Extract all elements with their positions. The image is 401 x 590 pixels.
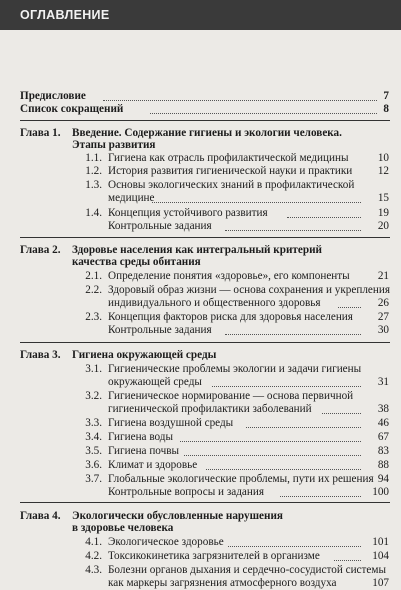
leader-dots <box>228 546 361 547</box>
front-entry-label: Предисловие <box>20 90 86 102</box>
section-title: Контрольные задания <box>108 324 212 336</box>
leader-dots <box>150 113 377 114</box>
section-title-cont: медицине <box>108 192 155 204</box>
section-number: 2.3. <box>85 311 102 323</box>
section-number: 4.1. <box>85 536 102 548</box>
section-title: Здоровый образ жизни — основа сохранения и укрепления <box>108 284 390 296</box>
chapter-number: Глава 1. <box>20 127 61 139</box>
page-number: 30 <box>377 324 389 336</box>
section-divider <box>20 502 390 503</box>
section-number: 1.3. <box>85 179 102 191</box>
section-title: Токсикокинетика загрязнителей в организме <box>108 550 320 562</box>
section-title: Глобальные экологические проблемы, пути их решения <box>108 473 374 485</box>
section-number: 3.5. <box>85 445 102 457</box>
leader-dots <box>225 334 361 335</box>
page-number: 15 <box>377 192 389 204</box>
chapter-number: Глава 2. <box>20 244 61 256</box>
section-divider <box>20 342 390 343</box>
page-number: 67 <box>377 431 389 443</box>
leader-dots <box>225 230 361 231</box>
leader-dots <box>212 386 361 387</box>
section-number: 2.2. <box>85 284 102 296</box>
chapter-title-line: Здоровье населения как интегральный критерий <box>72 244 322 256</box>
section-title: Гигиена почвы <box>108 445 180 457</box>
page-title: ОГЛАВЛЕНИЕ <box>20 8 110 22</box>
section-number: 1.2. <box>85 165 102 177</box>
section-title: Контрольные вопросы и задания <box>108 486 264 498</box>
section-title-cont: индивидуального и общественного здоровья <box>108 297 321 309</box>
section-divider <box>20 120 390 121</box>
section-number: 4.2. <box>85 550 102 562</box>
page-number: 26 <box>377 297 389 309</box>
leader-dots <box>184 455 361 456</box>
chapter-title-line: Экологически обусловленные нарушения <box>72 510 283 522</box>
header-bar <box>0 0 401 30</box>
page-number: 101 <box>372 536 389 548</box>
chapter-number: Глава 4. <box>20 510 61 522</box>
chapter-title-line: в здоровье человека <box>72 522 174 534</box>
leader-dots <box>334 560 361 561</box>
section-divider <box>20 237 390 238</box>
section-number: 3.1. <box>85 363 102 375</box>
leader-dots <box>103 100 377 101</box>
page-number: 83 <box>377 445 389 457</box>
page-number: 27 <box>377 311 389 323</box>
page-number: 94 <box>377 473 389 485</box>
section-title: Гигиенические проблемы экологии и задачи гигиены <box>108 363 362 375</box>
section-title: Экологическое здоровье <box>108 536 224 548</box>
leader-dots <box>180 441 361 442</box>
section-title: Определение понятия «здоровье», его компоненты <box>108 270 350 282</box>
section-number: 3.2. <box>85 390 102 402</box>
section-title-cont: окружающей среды <box>108 376 202 388</box>
section-title: Основы экологических знаний в профилактической <box>108 179 355 191</box>
leader-dots <box>287 217 361 218</box>
section-title: Климат и здоровье <box>108 459 198 471</box>
page-number: 8 <box>383 103 389 115</box>
leader-dots <box>152 202 361 203</box>
section-title-cont: гигиенической профилактики заболеваний <box>108 403 312 415</box>
section-number: 3.7. <box>85 473 102 485</box>
page-number: 46 <box>377 417 389 429</box>
chapter-title-line: Введение. Содержание гигиены и экологии человека. <box>72 127 342 139</box>
chapter-title-line: Этапы развития <box>72 139 156 151</box>
page-number: 104 <box>372 550 389 562</box>
section-title: Гигиена воздушной среды <box>108 417 234 429</box>
section-title: История развития гигиенической науки и практики <box>108 165 353 177</box>
section-number: 3.6. <box>85 459 102 471</box>
section-title: Гигиеническое нормирование — основа первичной <box>108 390 354 402</box>
page-number: 10 <box>377 152 389 164</box>
section-title-cont: как маркеры загрязнения атмосферного воздуха <box>108 577 337 589</box>
leader-dots <box>322 413 361 414</box>
page-number: 100 <box>372 486 389 498</box>
leader-dots <box>246 427 361 428</box>
leader-dots <box>206 469 361 470</box>
section-title: Концепция факторов риска для здоровья населения <box>108 311 353 323</box>
page-number: 20 <box>377 220 389 232</box>
section-number: 2.1. <box>85 270 102 282</box>
section-number: 1.1. <box>85 152 102 164</box>
section-title: Концепция устойчивого развития <box>108 207 268 219</box>
front-entry-label: Список сокращений <box>20 103 124 115</box>
page-number: 19 <box>377 207 389 219</box>
page-number: 88 <box>377 459 389 471</box>
section-number: 1.4. <box>85 207 102 219</box>
chapter-title-line: Гигиена окружающей среды <box>72 349 217 361</box>
page-number: 38 <box>377 403 389 415</box>
page-number: 31 <box>377 376 389 388</box>
page-number: 21 <box>377 270 389 282</box>
section-number: 3.3. <box>85 417 102 429</box>
page-number: 107 <box>372 577 389 589</box>
leader-dots <box>338 307 361 308</box>
chapter-title-line: качества среды обитания <box>72 256 201 268</box>
section-title: Контрольные задания <box>108 220 212 232</box>
section-title: Гигиена как отрасль профилактической медицины <box>108 152 349 164</box>
section-title: Болезни органов дыхания и сердечно-сосудистой системы <box>108 564 386 576</box>
section-title: Гигиена воды <box>108 431 174 443</box>
page-number: 12 <box>377 165 389 177</box>
section-number: 4.3. <box>85 564 102 576</box>
section-number: 3.4. <box>85 431 102 443</box>
page-number: 7 <box>383 90 389 102</box>
chapter-number: Глава 3. <box>20 349 61 361</box>
leader-dots <box>280 496 361 497</box>
